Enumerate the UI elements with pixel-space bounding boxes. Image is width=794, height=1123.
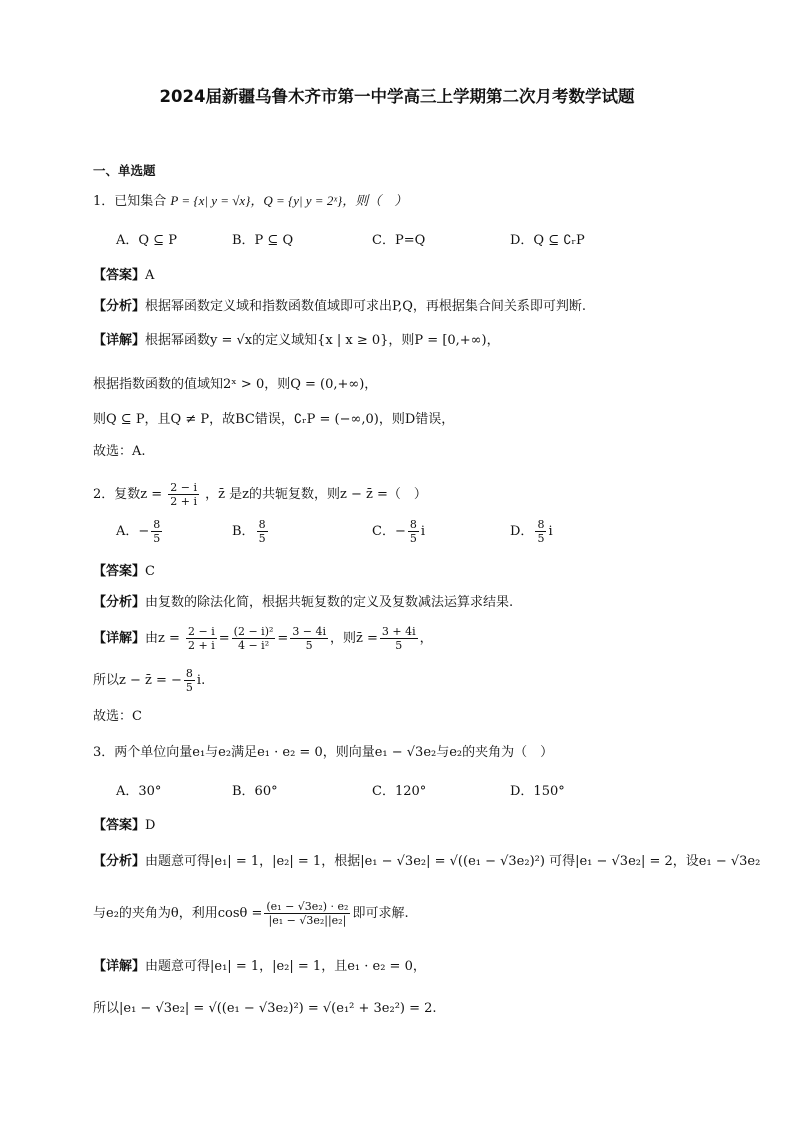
q2-option-d-suffix: i <box>548 524 553 539</box>
q2-detail-frac-1-num: 2 − i <box>188 625 215 638</box>
q2-so <box>93 664 205 698</box>
q3-detail-line-1: 由题意可得|e₁| = 1，|e₂| = 1，且e₁ · e₂ = 0， <box>145 959 426 974</box>
q2-option-d-frac <box>535 518 546 545</box>
answer-tag: 【答案】 <box>93 818 146 833</box>
q2-option-c-label: C．− <box>372 524 406 539</box>
q2-option-c-den: 5 <box>409 532 417 545</box>
q2-answer-value: C <box>145 564 155 579</box>
q2-detail-frac-2-den: 4 − i² <box>237 639 270 652</box>
q2-stem-den: 2 + i <box>170 495 198 508</box>
q2-option-a-label: A．− <box>116 524 150 539</box>
q3-analysis-frac-den: |e₁ − √3e₂||e₂| <box>268 914 347 927</box>
q1-option-d: D．Q ⊆ ∁ᵣP <box>510 233 585 248</box>
q2-option-d-den: 5 <box>537 532 545 545</box>
q3-answer <box>93 817 155 835</box>
q3-analysis-frac-num: (e₁ − √3e₂) · e₂ <box>266 900 349 913</box>
q3-analysis <box>93 853 760 871</box>
q2-options <box>116 518 716 552</box>
q1-answer <box>93 267 154 285</box>
q2-option-d <box>510 518 553 545</box>
q3-option-d: D．150° <box>510 784 565 799</box>
q2-detail-frac-3-num: 3 − 4i <box>292 625 327 638</box>
page-title: 2024届新疆乌鲁木齐市第一中学高三上学期第二次月考数学试题 <box>159 87 635 106</box>
q2-detail-frac-1-den: 2 + i <box>188 639 215 652</box>
q2-detail-eq-2: = <box>277 631 289 646</box>
analysis-tag: 【分析】 <box>93 854 146 869</box>
q1-detail-line-3: 则Q ⊆ P，且Q ≠ P，故BC错误，∁ᵣP = (−∞,0)，则D错误， <box>93 412 455 427</box>
q1-stem-sets: P = {x| y = √x}，Q = {y| y = 2ˣ}，则（ ） <box>170 193 408 208</box>
q3-option-a: A．30° <box>116 784 162 799</box>
q3-analysis-line-2 <box>93 894 409 934</box>
detail-tag: 【详解】 <box>93 333 146 348</box>
q2-so-num: 8 <box>185 667 193 680</box>
q3-answer-value: D <box>145 818 156 833</box>
q2-option-a-frac <box>151 518 162 545</box>
q2-so-lead: 所以z − z̄ = − <box>93 673 182 688</box>
q2-option-d-label: D． <box>510 524 534 539</box>
q3-detail-line-2: 所以|e₁ − √3e₂| = √((e₁ − √3e₂)²) = √(e₁² + 3e₂²) = 2. <box>93 1001 437 1016</box>
q2-option-b <box>232 518 270 545</box>
answer-tag: 【答案】 <box>93 268 146 283</box>
answer-tag: 【答案】 <box>93 564 146 579</box>
q2-option-a-den: 5 <box>153 532 161 545</box>
q1-analysis-text: 根据幂函数定义域和指数函数值域即可求出P,Q，再根据集合间关系即可判断. <box>145 299 587 314</box>
analysis-tag: 【分析】 <box>93 299 146 314</box>
q1-answer-value: A <box>145 268 155 283</box>
q2-option-a <box>116 518 164 545</box>
q1-conclusion: 故选：A. <box>93 444 146 459</box>
q2-answer <box>93 563 155 581</box>
q2-option-b-label: B． <box>232 524 255 539</box>
q2-detail-end: ， <box>419 631 433 646</box>
q2-detail-eq-1: = <box>218 631 230 646</box>
q2-so-end: i. <box>196 673 206 688</box>
q1-analysis <box>93 298 586 316</box>
q1-option-c: C．P=Q <box>372 233 426 248</box>
q2-stem <box>93 478 427 512</box>
q2-detail-frac-4 <box>380 625 418 652</box>
q2-option-c-num: 8 <box>409 518 417 531</box>
q2-stem-fraction <box>168 481 199 508</box>
q1-stem <box>93 192 407 211</box>
q1-detail-line-2: 根据指数函数的值域知2ˣ > 0，则Q = (0,+∞)， <box>93 377 378 392</box>
detail-tag: 【详解】 <box>93 631 146 646</box>
q1-stem-number: 1．已知集合 <box>93 194 167 209</box>
q3-option-c: C．120° <box>372 784 427 799</box>
q2-detail-frac-4-den: 5 <box>395 639 403 652</box>
detail-tag: 【详解】 <box>93 959 146 974</box>
q2-detail-frac-3-den: 5 <box>305 639 313 652</box>
q2-stem-rest: ，z̄ 是z的共轭复数，则z − z̄ =（ ） <box>205 487 427 502</box>
q2-detail-frac-3 <box>290 625 328 652</box>
q2-analysis <box>93 594 513 612</box>
q2-detail-frac-4-num: 3 + 4i <box>381 625 416 638</box>
q2-detail-frac-2-num: (2 − i)² <box>233 625 274 638</box>
q2-option-b-num: 8 <box>258 518 266 531</box>
q3-option-b: B．60° <box>232 784 278 799</box>
q2-detail-conj: ，则z̄ = <box>330 631 378 646</box>
q3-analysis-end: 即可求解. <box>352 906 409 921</box>
q3-options <box>116 783 716 801</box>
q1-option-a: A．Q ⊆ P <box>116 233 177 248</box>
q2-so-frac <box>184 667 195 694</box>
q2-option-c <box>372 518 425 545</box>
q2-option-b-frac <box>257 518 268 545</box>
q2-option-d-num: 8 <box>537 518 545 531</box>
q2-conclusion: 故选：C <box>93 709 142 724</box>
q2-detail <box>93 622 433 656</box>
q2-detail-frac-2 <box>232 625 276 652</box>
q3-analysis-frac <box>264 900 350 927</box>
q2-detail-lead: 由z = <box>145 631 180 646</box>
analysis-tag: 【分析】 <box>93 595 146 610</box>
q2-stem-num: 2 − i <box>170 481 198 494</box>
q2-option-c-suffix: i <box>420 524 426 539</box>
q3-stem: 3．两个单位向量e₁与e₂满足e₁ · e₂ = 0，则向量e₁ − √3e₂与e₂的夹角为（ ） <box>93 745 554 760</box>
q2-option-b-den: 5 <box>258 532 266 545</box>
q3-detail <box>93 958 426 976</box>
q2-option-a-num: 8 <box>153 518 161 531</box>
q2-analysis-text: 由复数的除法化简，根据共轭复数的定义及复数减法运算求结果. <box>145 595 514 610</box>
q3-analysis-lead: 与e₂的夹角为θ，利用cosθ = <box>93 906 263 921</box>
q2-stem-lead: 2．复数z = <box>93 487 163 502</box>
q2-detail-frac-1 <box>186 625 217 652</box>
q1-detail <box>93 332 500 350</box>
q1-options <box>116 232 716 250</box>
q1-detail-line-1: 根据幂函数y = √x的定义域知{x | x ≥ 0}，则P = [0,+∞)， <box>145 333 500 348</box>
q2-so-den: 5 <box>185 681 193 694</box>
section-heading: 一、单选题 <box>93 163 156 178</box>
q3-analysis-line-1: 由题意可得|e₁| = 1，|e₂| = 1，根据|e₁ − √3e₂| = √((e₁ − √3e₂)²) 可得|e₁ − √3e₂| = 2，设e₁ − √3e₂ <box>145 854 761 869</box>
q2-option-c-frac <box>408 518 419 545</box>
q1-option-b: B．P ⊆ Q <box>232 233 294 248</box>
